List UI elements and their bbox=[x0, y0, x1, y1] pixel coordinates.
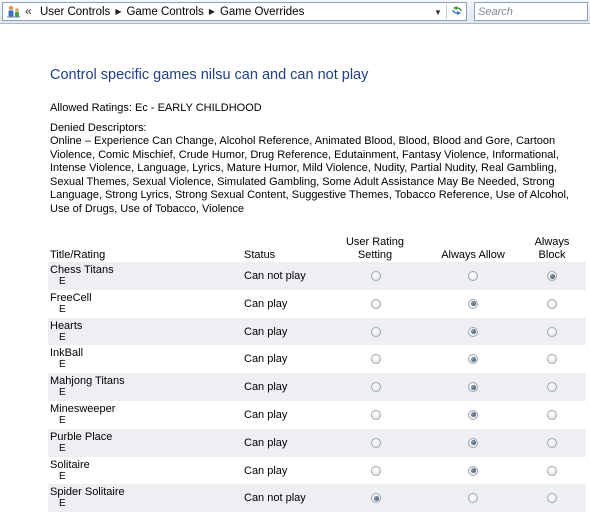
always-block-radio[interactable] bbox=[547, 271, 557, 281]
user-rating-radio[interactable] bbox=[371, 299, 381, 309]
user-rating-radio[interactable] bbox=[371, 410, 381, 420]
column-header-user-line1: User Rating bbox=[345, 236, 405, 248]
always-block-radio[interactable] bbox=[547, 327, 557, 337]
table-row bbox=[48, 318, 586, 346]
page-title: Control specific games nilsu can and can not play bbox=[50, 67, 369, 83]
game-rating: E bbox=[59, 303, 66, 315]
user-rating-radio[interactable] bbox=[371, 438, 381, 448]
column-header-user-rating-setting bbox=[330, 236, 420, 261]
breadcrumb-arrow-icon[interactable]: ▶ bbox=[115, 7, 122, 16]
game-status: Can play bbox=[244, 381, 288, 394]
table-row bbox=[48, 484, 586, 512]
game-status: Can play bbox=[244, 297, 288, 310]
breadcrumb-item-user-controls[interactable]: User Controls bbox=[40, 6, 111, 18]
column-header-always-block bbox=[522, 236, 582, 261]
search-field[interactable] bbox=[474, 2, 588, 21]
always-allow-radio[interactable] bbox=[468, 466, 478, 476]
always-block-radio[interactable] bbox=[547, 299, 557, 309]
denied-descriptors-text: Online – Experience Can Change, Alcohol Reference, Animated Blood, Blood, Blood and Gore, Cartoon Violence, Comic Mischief, Crude Humor, Drug Reference, Edutainment, Fantasy Violence, Informational, Intense Violence, Language, Lyrics, Mature Humor, Mild Violence, Nudity, Partial Nudity, Real Gambling, Sexual Themes, Sexual Violence, Simulated Gambling, Some Adult Assistance May Be Needed, Strong Language, Strong Lyrics, Strong Sexual Content, Suggestive Themes, Tobacco Reference, Use of Alcohol, Use of Drugs, Use of Tobacco, Violence bbox=[50, 135, 569, 215]
always-block-radio[interactable] bbox=[547, 382, 557, 392]
game-rating: E bbox=[59, 387, 66, 399]
game-rating: E bbox=[59, 331, 66, 343]
address-bar bbox=[0, 0, 590, 24]
breadcrumb-item-game-controls[interactable]: Game Controls bbox=[126, 6, 204, 18]
table-row bbox=[48, 429, 586, 457]
table-row bbox=[48, 345, 586, 373]
game-status: Can play bbox=[244, 353, 288, 366]
column-header-block-line2: Block bbox=[538, 248, 566, 261]
user-rating-radio[interactable] bbox=[371, 493, 381, 503]
game-title: Hearts bbox=[50, 319, 83, 332]
game-rating: E bbox=[59, 276, 66, 287]
user-rating-radio[interactable] bbox=[371, 354, 381, 364]
game-title: FreeCell bbox=[50, 291, 92, 304]
user-rating-radio[interactable] bbox=[371, 271, 381, 281]
always-allow-radio[interactable] bbox=[468, 327, 478, 337]
game-rating: E bbox=[59, 442, 66, 454]
user-rating-radio[interactable] bbox=[371, 382, 381, 392]
always-block-radio[interactable] bbox=[547, 493, 557, 503]
table-row bbox=[48, 373, 586, 401]
game-title: Minesweeper bbox=[50, 402, 116, 415]
game-status: Can not play bbox=[244, 270, 306, 282]
game-title: Solitaire bbox=[50, 458, 90, 471]
chevron-down-icon[interactable]: ▼ bbox=[434, 8, 442, 17]
breadcrumb-item-game-overrides[interactable]: Game Overrides bbox=[219, 6, 305, 18]
always-allow-radio[interactable] bbox=[468, 410, 478, 420]
column-header-block-line1: Always bbox=[534, 236, 570, 248]
game-rating: E bbox=[59, 414, 66, 426]
refresh-icon bbox=[450, 4, 464, 17]
user-rating-radio[interactable] bbox=[371, 466, 381, 476]
table-row bbox=[48, 457, 586, 485]
always-allow-radio[interactable] bbox=[468, 271, 478, 281]
always-allow-radio[interactable] bbox=[468, 299, 478, 309]
game-status: Can play bbox=[244, 325, 288, 338]
history-chevron-icon[interactable]: « bbox=[25, 4, 32, 18]
games-table bbox=[48, 262, 586, 512]
always-block-radio[interactable] bbox=[547, 354, 557, 364]
table-row bbox=[48, 262, 586, 290]
column-header-user-line2: Setting bbox=[357, 248, 393, 261]
game-status: Can play bbox=[244, 436, 288, 449]
game-title: Spider Solitaire bbox=[50, 486, 125, 499]
game-rating: E bbox=[59, 359, 66, 371]
always-allow-radio[interactable] bbox=[468, 382, 478, 392]
breadcrumb[interactable] bbox=[2, 2, 467, 21]
game-rating: E bbox=[59, 470, 66, 482]
refresh-button[interactable] bbox=[446, 4, 467, 19]
search-input[interactable] bbox=[478, 4, 588, 19]
always-allow-radio[interactable] bbox=[468, 493, 478, 503]
always-allow-radio[interactable] bbox=[468, 354, 478, 364]
always-allow-radio[interactable] bbox=[468, 438, 478, 448]
allowed-ratings: Allowed Ratings: Ec - EARLY CHILDHOOD bbox=[50, 102, 262, 114]
game-title: Chess Titans bbox=[50, 264, 114, 276]
game-title: Purble Place bbox=[50, 430, 113, 443]
column-header-always-allow: Always Allow bbox=[441, 249, 505, 261]
always-block-radio[interactable] bbox=[547, 438, 557, 448]
parental-controls-icon bbox=[6, 5, 21, 19]
game-title: Mahjong Titans bbox=[50, 375, 125, 388]
game-status: Can play bbox=[244, 464, 288, 477]
table-row bbox=[48, 401, 586, 429]
game-status: Can not play bbox=[244, 492, 306, 505]
breadcrumb-path bbox=[40, 6, 304, 18]
game-status: Can play bbox=[244, 408, 288, 421]
user-rating-radio[interactable] bbox=[371, 327, 381, 337]
game-title: InkBall bbox=[50, 347, 84, 360]
denied-descriptors-label: Denied Descriptors: bbox=[50, 122, 147, 134]
table-row bbox=[48, 290, 586, 318]
always-block-radio[interactable] bbox=[547, 466, 557, 476]
column-header-title-rating: Title/Rating bbox=[50, 249, 106, 261]
breadcrumb-arrow-icon[interactable]: ▶ bbox=[208, 7, 215, 16]
column-header-status: Status bbox=[244, 249, 276, 261]
always-block-radio[interactable] bbox=[547, 410, 557, 420]
game-rating: E bbox=[59, 498, 66, 510]
